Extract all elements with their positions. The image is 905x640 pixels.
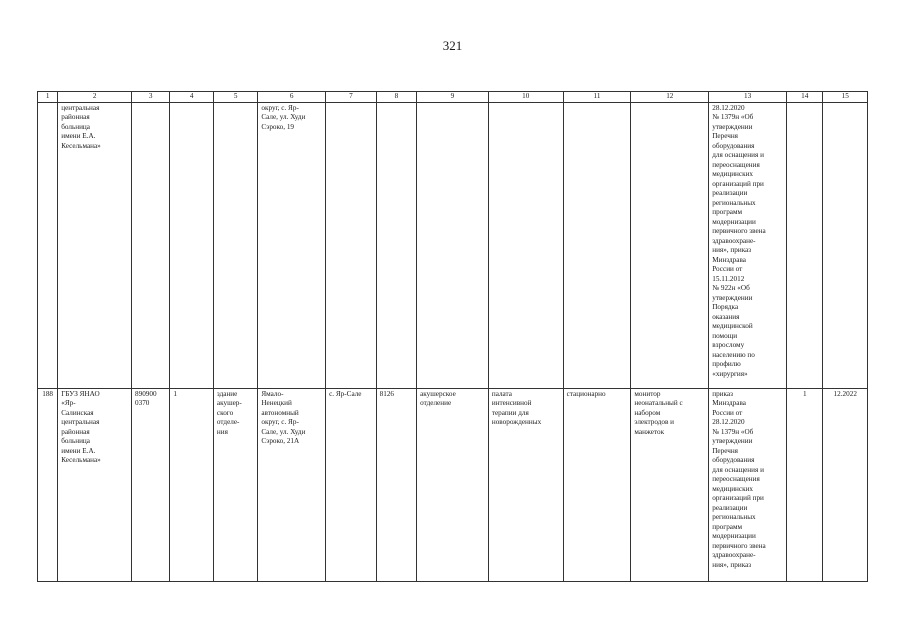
number-cell: [170, 102, 213, 388]
equipment-cell: монитор неонатальный с набором электродов и манжеток: [631, 388, 709, 581]
column-number: 13: [709, 92, 787, 103]
department-cell: [417, 102, 489, 388]
code-cell: [376, 102, 416, 388]
department-cell: акушерское отделение: [417, 388, 489, 581]
column-number: 5: [213, 92, 257, 103]
row-number-cell: [38, 102, 58, 388]
column-number: 9: [417, 92, 489, 103]
unit-cell: палата интенсивной терапии для новорожденных: [488, 388, 563, 581]
column-number: 2: [58, 92, 132, 103]
address-cell: округ, с. Яр- Сале, ул. Худи Сэроко, 19: [258, 102, 326, 388]
page-number: 321: [442, 38, 463, 53]
settlement-cell: с. Яр-Сале: [326, 388, 377, 581]
code-cell: 8126: [376, 388, 416, 581]
column-number-row: [38, 92, 868, 103]
column-number: 10: [488, 92, 563, 103]
care-type-cell: стационарно: [563, 388, 631, 581]
settlement-cell: [326, 102, 377, 388]
table-row: [38, 388, 868, 581]
column-number: 6: [258, 92, 326, 103]
basis-cell: 28.12.2020 № 1379н «Об утверждении Перечня оборудования для оснащения и переоснащения медицинских организаций при реализации региональных программ модернизации первичного звена здравоохране- ния», приказ Минздрава России от 15.11.2012 № 922н «Об утверждении Порядка оказания медицинской помощи взрослому населению по профилю «хирургия»: [709, 102, 787, 388]
organization-cell: ГБУЗ ЯНАО «Яр- Салинская центральная районная больница имени Е.А. Кесельмана»: [58, 388, 132, 581]
address-cell: Ямало- Ненецкий автономный округ, с. Яр- Сале, ул. Худи Сэроко, 21А: [258, 388, 326, 581]
care-type-cell: [563, 102, 631, 388]
quantity-cell: [787, 102, 823, 388]
date-cell: [823, 102, 868, 388]
building-cell: здание акушер- ского отделе- ния: [213, 388, 257, 581]
column-number: 15: [823, 92, 868, 103]
organization-cell: центральная районная больница имени Е.А. Кесельмана»: [58, 102, 132, 388]
equipment-table: [37, 91, 868, 582]
column-number: 11: [563, 92, 631, 103]
row-number-cell: 188: [38, 388, 58, 581]
date-cell: 12.2022: [823, 388, 868, 581]
equipment-cell: [631, 102, 709, 388]
column-number: 8: [376, 92, 416, 103]
column-number: 1: [38, 92, 58, 103]
unit-cell: [488, 102, 563, 388]
inn-cell: 890900 0370: [132, 388, 170, 581]
quantity-cell: 1: [787, 388, 823, 581]
column-number: 12: [631, 92, 709, 103]
number-cell: 1: [170, 388, 213, 581]
table-row: [38, 102, 868, 388]
column-number: 7: [326, 92, 377, 103]
column-number: 14: [787, 92, 823, 103]
column-number: 4: [170, 92, 213, 103]
inn-cell: [132, 102, 170, 388]
building-cell: [213, 102, 257, 388]
basis-cell: приказ Минздрава России от 28.12.2020 № 1379н «Об утверждении Перечня оборудования для оснащения и переоснащения медицинских организаций при реализации региональных программ модернизации первичного звена здравоохране- ния», приказ: [709, 388, 787, 581]
column-number: 3: [132, 92, 170, 103]
